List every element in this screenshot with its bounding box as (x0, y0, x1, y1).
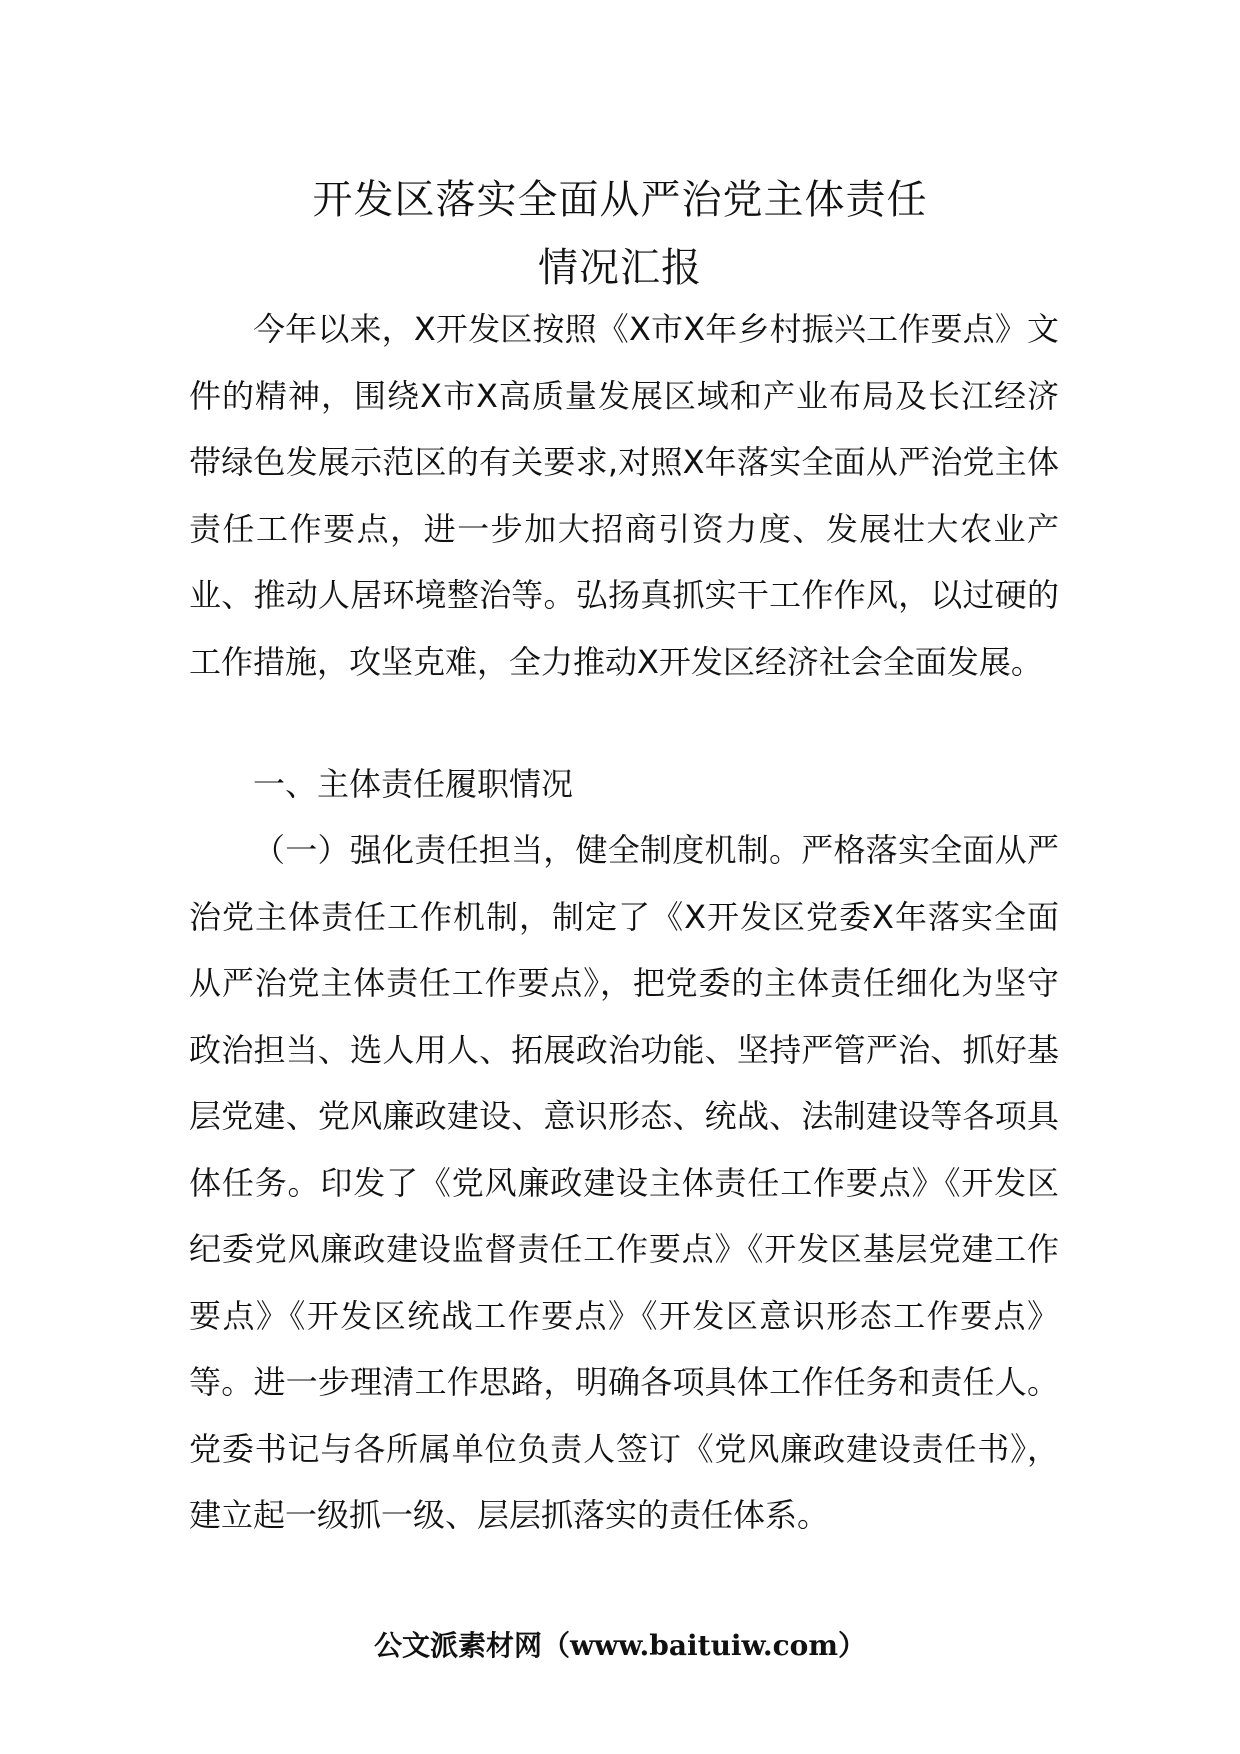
intro-paragraph: 今年以来，X开发区按照《X市X年乡村振兴工作要点》文件的精神，围绕X市X高质量发展区域和产业布局及长江经济带绿色发展示范区的有关要求,对照X年落实全面从严治党主体责任工作要点，进一步加大招商引资力度、发展壮大农业产业、推动人居环境整治等。弘扬真抓实干工作作风，以过硬的工作措施，攻坚克难，全力推动X开发区经济社会全面发展。 (189, 310, 1059, 681)
footer-watermark: 公文派素材网（www.baituiw.com） (374, 1629, 866, 1662)
document-title: 开发区落实全面从严治党主体责任 (312, 177, 928, 223)
section-heading: 一、主体责任履职情况 (253, 765, 574, 803)
body-paragraph: （一）强化责任担当，健全制度机制。严格落实全面从严治党主体责任工作机制，制定了《X开发区党委X年落实全面从严治党主体责任工作要点》，把党委的主体责任细化为坚守政治担当、选人用人、拓展政治功能、坚持严管严治、抓好基层党建、党风廉政建设、意识形态、统战、法制建设等各项具体任务。印发了《党风廉政建设主体责任工作要点》《开发区纪委党风廉政建设监督责任工作要点》《开发区基层党建工作要点》《开发区统战工作要点》《开发区意识形态工作要点》等。进一步理清工作思路，明确各项具体工作任务和责任人。党委书记与各所属单位负责人签订《党风廉政建设责任书》，建立起一级抓一级、层层抓落实的责任体系。 (189, 831, 1059, 1534)
document-title-line2: 情况汇报 (538, 245, 702, 291)
